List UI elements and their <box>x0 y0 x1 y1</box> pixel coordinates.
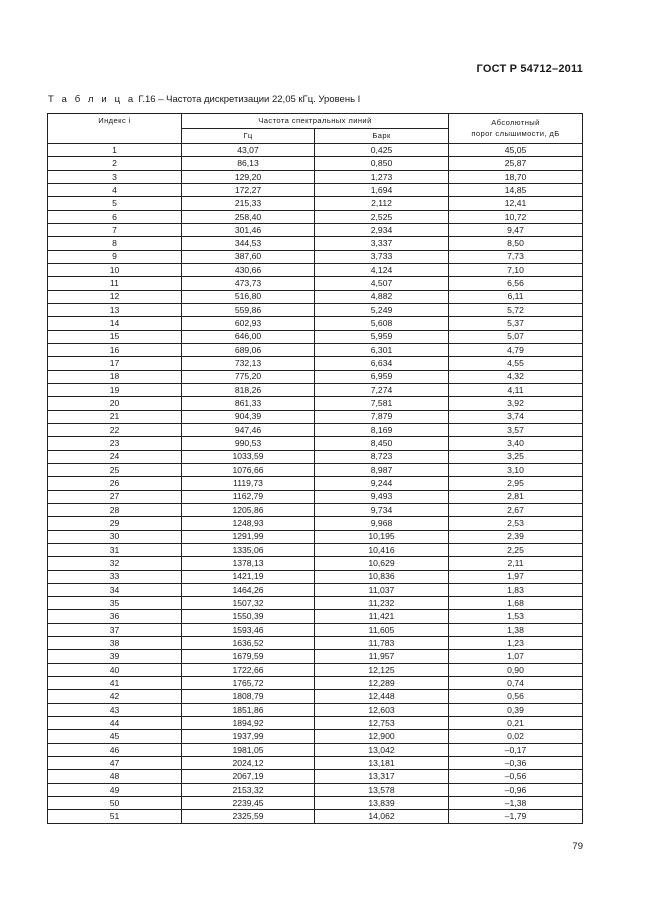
bark-cell: 2,112 <box>315 197 449 210</box>
hz-cell: 1894,92 <box>182 717 315 730</box>
index-cell: 22 <box>48 423 182 436</box>
table-row <box>48 183 583 196</box>
index-cell: 48 <box>48 770 182 783</box>
hz-cell: 1464,26 <box>182 583 315 596</box>
table-row <box>48 757 583 770</box>
table-row <box>48 570 583 583</box>
threshold-cell: 6,56 <box>449 277 583 290</box>
table-row <box>48 517 583 530</box>
bark-cell: 10,195 <box>315 530 449 543</box>
index-cell: 37 <box>48 623 182 636</box>
table-row <box>48 410 583 423</box>
index-cell: 13 <box>48 303 182 316</box>
bark-cell: 13,317 <box>315 770 449 783</box>
table-row <box>48 383 583 396</box>
threshold-cell: 0,74 <box>449 677 583 690</box>
hz-cell: 516,80 <box>182 290 315 303</box>
threshold-cell: 18,70 <box>449 170 583 183</box>
table-row <box>48 770 583 783</box>
bark-cell: 6,301 <box>315 343 449 356</box>
table-row <box>48 397 583 410</box>
index-cell: 15 <box>48 330 182 343</box>
bark-cell: 9,968 <box>315 517 449 530</box>
bark-cell: 10,836 <box>315 570 449 583</box>
bark-cell: 8,450 <box>315 437 449 450</box>
table-row <box>48 277 583 290</box>
standard-code: ГОСТ Р 54712–2011 <box>476 63 583 75</box>
header-index: Индекс i <box>48 114 182 144</box>
index-cell: 18 <box>48 370 182 383</box>
bark-cell: 10,416 <box>315 543 449 556</box>
bark-cell: 12,603 <box>315 703 449 716</box>
index-cell: 12 <box>48 290 182 303</box>
table-row <box>48 730 583 743</box>
index-cell: 11 <box>48 277 182 290</box>
threshold-cell: 2,67 <box>449 503 583 516</box>
header-hz: Гц <box>182 129 315 144</box>
bark-cell: 5,608 <box>315 317 449 330</box>
threshold-cell: 1,53 <box>449 610 583 623</box>
index-cell: 7 <box>48 223 182 236</box>
hz-cell: 861,33 <box>182 397 315 410</box>
bark-cell: 5,959 <box>315 330 449 343</box>
bark-cell: 4,507 <box>315 277 449 290</box>
index-cell: 31 <box>48 543 182 556</box>
threshold-cell: 2,81 <box>449 490 583 503</box>
hz-cell: 1162,79 <box>182 490 315 503</box>
hz-cell: 1765,72 <box>182 677 315 690</box>
hz-cell: 129,20 <box>182 170 315 183</box>
index-cell: 32 <box>48 557 182 570</box>
bark-cell: 7,879 <box>315 410 449 423</box>
table-row <box>48 597 583 610</box>
table-row <box>48 797 583 810</box>
hz-cell: 775,20 <box>182 370 315 383</box>
threshold-cell: 1,97 <box>449 570 583 583</box>
table-row <box>48 810 583 823</box>
table-row <box>48 317 583 330</box>
table-row <box>48 290 583 303</box>
caption-text: Г.16 – Частота дискретизации 22,05 кГц. Уровень I <box>135 94 361 105</box>
hz-cell: 1378,13 <box>182 557 315 570</box>
index-cell: 36 <box>48 610 182 623</box>
index-cell: 29 <box>48 517 182 530</box>
threshold-cell: 2,25 <box>449 543 583 556</box>
table-row <box>48 717 583 730</box>
index-cell: 49 <box>48 783 182 796</box>
index-cell: 35 <box>48 597 182 610</box>
hz-cell: 2153,32 <box>182 783 315 796</box>
table-row <box>48 663 583 676</box>
hz-cell: 172,27 <box>182 183 315 196</box>
index-cell: 42 <box>48 690 182 703</box>
bark-cell: 9,493 <box>315 490 449 503</box>
table-row <box>48 343 583 356</box>
table-row <box>48 490 583 503</box>
bark-cell: 3,337 <box>315 237 449 250</box>
bark-cell: 6,634 <box>315 357 449 370</box>
page-number: 79 <box>572 841 583 852</box>
threshold-cell: 3,57 <box>449 423 583 436</box>
bark-cell: 2,525 <box>315 210 449 223</box>
threshold-cell: 2,95 <box>449 477 583 490</box>
bark-cell: 0,425 <box>315 144 449 157</box>
bark-cell: 7,274 <box>315 383 449 396</box>
hz-cell: 646,00 <box>182 330 315 343</box>
table-row <box>48 650 583 663</box>
index-cell: 20 <box>48 397 182 410</box>
table-row <box>48 250 583 263</box>
hz-cell: 689,06 <box>182 343 315 356</box>
header-abs-line1: Абсолютный <box>491 117 540 127</box>
bark-cell: 1,694 <box>315 183 449 196</box>
threshold-cell: 3,25 <box>449 450 583 463</box>
threshold-cell: –1,38 <box>449 797 583 810</box>
threshold-cell: –0,56 <box>449 770 583 783</box>
index-cell: 27 <box>48 490 182 503</box>
hz-cell: 1421,19 <box>182 570 315 583</box>
hz-cell: 1722,66 <box>182 663 315 676</box>
threshold-cell: 8,50 <box>449 237 583 250</box>
hz-cell: 1291,99 <box>182 530 315 543</box>
header-bark: Барк <box>315 129 449 144</box>
table-row <box>48 543 583 556</box>
bark-cell: 12,448 <box>315 690 449 703</box>
index-cell: 19 <box>48 383 182 396</box>
table-row <box>48 237 583 250</box>
hz-cell: 1507,32 <box>182 597 315 610</box>
hz-cell: 473,73 <box>182 277 315 290</box>
caption-label: Т а б л и ц а <box>48 94 136 105</box>
hz-cell: 1550,39 <box>182 610 315 623</box>
index-cell: 46 <box>48 743 182 756</box>
table-row <box>48 623 583 636</box>
bark-cell: 11,421 <box>315 610 449 623</box>
hz-cell: 1593,46 <box>182 623 315 636</box>
index-cell: 41 <box>48 677 182 690</box>
index-cell: 34 <box>48 583 182 596</box>
threshold-cell: 7,73 <box>449 250 583 263</box>
table-row <box>48 263 583 276</box>
hz-cell: 344,53 <box>182 237 315 250</box>
index-cell: 6 <box>48 210 182 223</box>
threshold-cell: –0,96 <box>449 783 583 796</box>
threshold-cell: 4,79 <box>449 343 583 356</box>
threshold-cell: 0,21 <box>449 717 583 730</box>
bark-cell: 13,578 <box>315 783 449 796</box>
index-cell: 50 <box>48 797 182 810</box>
table-row <box>48 144 583 157</box>
threshold-cell: 0,39 <box>449 703 583 716</box>
threshold-cell: 10,72 <box>449 210 583 223</box>
index-cell: 45 <box>48 730 182 743</box>
bark-cell: 14,062 <box>315 810 449 823</box>
index-cell: 40 <box>48 663 182 676</box>
threshold-cell: 2,11 <box>449 557 583 570</box>
threshold-cell: 5,37 <box>449 317 583 330</box>
table-row <box>48 530 583 543</box>
threshold-cell: 7,10 <box>449 263 583 276</box>
threshold-cell: 6,11 <box>449 290 583 303</box>
bark-cell: 7,581 <box>315 397 449 410</box>
table-row <box>48 690 583 703</box>
index-cell: 28 <box>48 503 182 516</box>
table-row <box>48 783 583 796</box>
threshold-cell: 0,02 <box>449 730 583 743</box>
hz-cell: 1335,06 <box>182 543 315 556</box>
table-row <box>48 743 583 756</box>
table-row <box>48 610 583 623</box>
bark-cell: 12,125 <box>315 663 449 676</box>
index-cell: 4 <box>48 183 182 196</box>
table-row <box>48 477 583 490</box>
bark-cell: 11,783 <box>315 637 449 650</box>
threshold-cell: –0,36 <box>449 757 583 770</box>
data-table <box>47 113 583 824</box>
bark-cell: 6,959 <box>315 370 449 383</box>
header-abs-line2: порог слышимости, дБ <box>471 128 560 138</box>
hz-cell: 1205,86 <box>182 503 315 516</box>
threshold-cell: 3,74 <box>449 410 583 423</box>
hz-cell: 1851,86 <box>182 703 315 716</box>
table-row <box>48 210 583 223</box>
hz-cell: 818,26 <box>182 383 315 396</box>
table-body <box>48 144 583 824</box>
threshold-cell: 2,53 <box>449 517 583 530</box>
threshold-cell: 2,39 <box>449 530 583 543</box>
bark-cell: 11,232 <box>315 597 449 610</box>
index-cell: 5 <box>48 197 182 210</box>
index-cell: 43 <box>48 703 182 716</box>
threshold-cell: 5,07 <box>449 330 583 343</box>
table-row <box>48 423 583 436</box>
threshold-cell: 25,87 <box>449 157 583 170</box>
table-row <box>48 450 583 463</box>
hz-cell: 1636,52 <box>182 637 315 650</box>
bark-cell: 2,934 <box>315 223 449 236</box>
threshold-cell: 1,83 <box>449 583 583 596</box>
threshold-cell: 4,32 <box>449 370 583 383</box>
hz-cell: 1033,59 <box>182 450 315 463</box>
table-row <box>48 557 583 570</box>
index-cell: 38 <box>48 637 182 650</box>
index-cell: 21 <box>48 410 182 423</box>
table-row <box>48 303 583 316</box>
index-cell: 3 <box>48 170 182 183</box>
table-row <box>48 583 583 596</box>
hz-cell: 387,60 <box>182 250 315 263</box>
index-cell: 14 <box>48 317 182 330</box>
hz-cell: 1679,59 <box>182 650 315 663</box>
table-row <box>48 677 583 690</box>
index-cell: 51 <box>48 810 182 823</box>
bark-cell: 13,181 <box>315 757 449 770</box>
threshold-cell: 0,56 <box>449 690 583 703</box>
threshold-cell: 3,40 <box>449 437 583 450</box>
bark-cell: 9,244 <box>315 477 449 490</box>
hz-cell: 215,33 <box>182 197 315 210</box>
bark-cell: 11,605 <box>315 623 449 636</box>
table-row <box>48 223 583 236</box>
index-cell: 24 <box>48 450 182 463</box>
bark-cell: 11,037 <box>315 583 449 596</box>
table-row <box>48 157 583 170</box>
table-row <box>48 170 583 183</box>
index-cell: 39 <box>48 650 182 663</box>
threshold-cell: 4,55 <box>449 357 583 370</box>
hz-cell: 301,46 <box>182 223 315 236</box>
threshold-cell: 1,68 <box>449 597 583 610</box>
hz-cell: 602,93 <box>182 317 315 330</box>
index-cell: 1 <box>48 144 182 157</box>
bark-cell: 13,042 <box>315 743 449 756</box>
hz-cell: 1076,66 <box>182 463 315 476</box>
table-row <box>48 437 583 450</box>
index-cell: 33 <box>48 570 182 583</box>
bark-cell: 8,169 <box>315 423 449 436</box>
bark-cell: 4,124 <box>315 263 449 276</box>
index-cell: 8 <box>48 237 182 250</box>
index-cell: 16 <box>48 343 182 356</box>
hz-cell: 2067,19 <box>182 770 315 783</box>
table-row <box>48 703 583 716</box>
threshold-cell: 1,38 <box>449 623 583 636</box>
hz-cell: 1937,99 <box>182 730 315 743</box>
table-row <box>48 330 583 343</box>
index-cell: 25 <box>48 463 182 476</box>
bark-cell: 3,733 <box>315 250 449 263</box>
bark-cell: 8,987 <box>315 463 449 476</box>
header-absolute-threshold <box>449 114 583 144</box>
threshold-cell: 14,85 <box>449 183 583 196</box>
threshold-cell: 0,90 <box>449 663 583 676</box>
header-frequency-group: Частота спектральных линий <box>182 114 449 129</box>
bark-cell: 1,273 <box>315 170 449 183</box>
hz-cell: 430,66 <box>182 263 315 276</box>
table-row <box>48 197 583 210</box>
threshold-cell: 4,11 <box>449 383 583 396</box>
hz-cell: 947,46 <box>182 423 315 436</box>
index-cell: 26 <box>48 477 182 490</box>
table-row <box>48 357 583 370</box>
table-row <box>48 637 583 650</box>
threshold-cell: 12,41 <box>449 197 583 210</box>
index-cell: 47 <box>48 757 182 770</box>
bark-cell: 10,629 <box>315 557 449 570</box>
threshold-cell: –1,79 <box>449 810 583 823</box>
index-cell: 9 <box>48 250 182 263</box>
hz-cell: 258,40 <box>182 210 315 223</box>
hz-cell: 86,13 <box>182 157 315 170</box>
bark-cell: 12,753 <box>315 717 449 730</box>
hz-cell: 1119,73 <box>182 477 315 490</box>
threshold-cell: 3,10 <box>449 463 583 476</box>
index-cell: 23 <box>48 437 182 450</box>
hz-cell: 2024,12 <box>182 757 315 770</box>
bark-cell: 4,882 <box>315 290 449 303</box>
index-cell: 30 <box>48 530 182 543</box>
bark-cell: 9,734 <box>315 503 449 516</box>
bark-cell: 11,957 <box>315 650 449 663</box>
threshold-cell: 1,23 <box>449 637 583 650</box>
index-cell: 2 <box>48 157 182 170</box>
table-row <box>48 370 583 383</box>
bark-cell: 12,900 <box>315 730 449 743</box>
hz-cell: 2325,59 <box>182 810 315 823</box>
threshold-cell: 5,72 <box>449 303 583 316</box>
bark-cell: 12,289 <box>315 677 449 690</box>
table-row <box>48 503 583 516</box>
threshold-cell: 9,47 <box>449 223 583 236</box>
hz-cell: 904,39 <box>182 410 315 423</box>
hz-cell: 732,13 <box>182 357 315 370</box>
hz-cell: 559,86 <box>182 303 315 316</box>
hz-cell: 1981,05 <box>182 743 315 756</box>
hz-cell: 1808,79 <box>182 690 315 703</box>
index-cell: 44 <box>48 717 182 730</box>
bark-cell: 5,249 <box>315 303 449 316</box>
hz-cell: 990,53 <box>182 437 315 450</box>
hz-cell: 1248,93 <box>182 517 315 530</box>
table-caption <box>48 94 360 105</box>
threshold-cell: –0,17 <box>449 743 583 756</box>
threshold-cell: 3,92 <box>449 397 583 410</box>
threshold-cell: 1,07 <box>449 650 583 663</box>
hz-cell: 43,07 <box>182 144 315 157</box>
hz-cell: 2239,45 <box>182 797 315 810</box>
table-row <box>48 463 583 476</box>
threshold-cell: 45,05 <box>449 144 583 157</box>
bark-cell: 0,850 <box>315 157 449 170</box>
index-cell: 17 <box>48 357 182 370</box>
bark-cell: 8,723 <box>315 450 449 463</box>
bark-cell: 13,839 <box>315 797 449 810</box>
index-cell: 10 <box>48 263 182 276</box>
